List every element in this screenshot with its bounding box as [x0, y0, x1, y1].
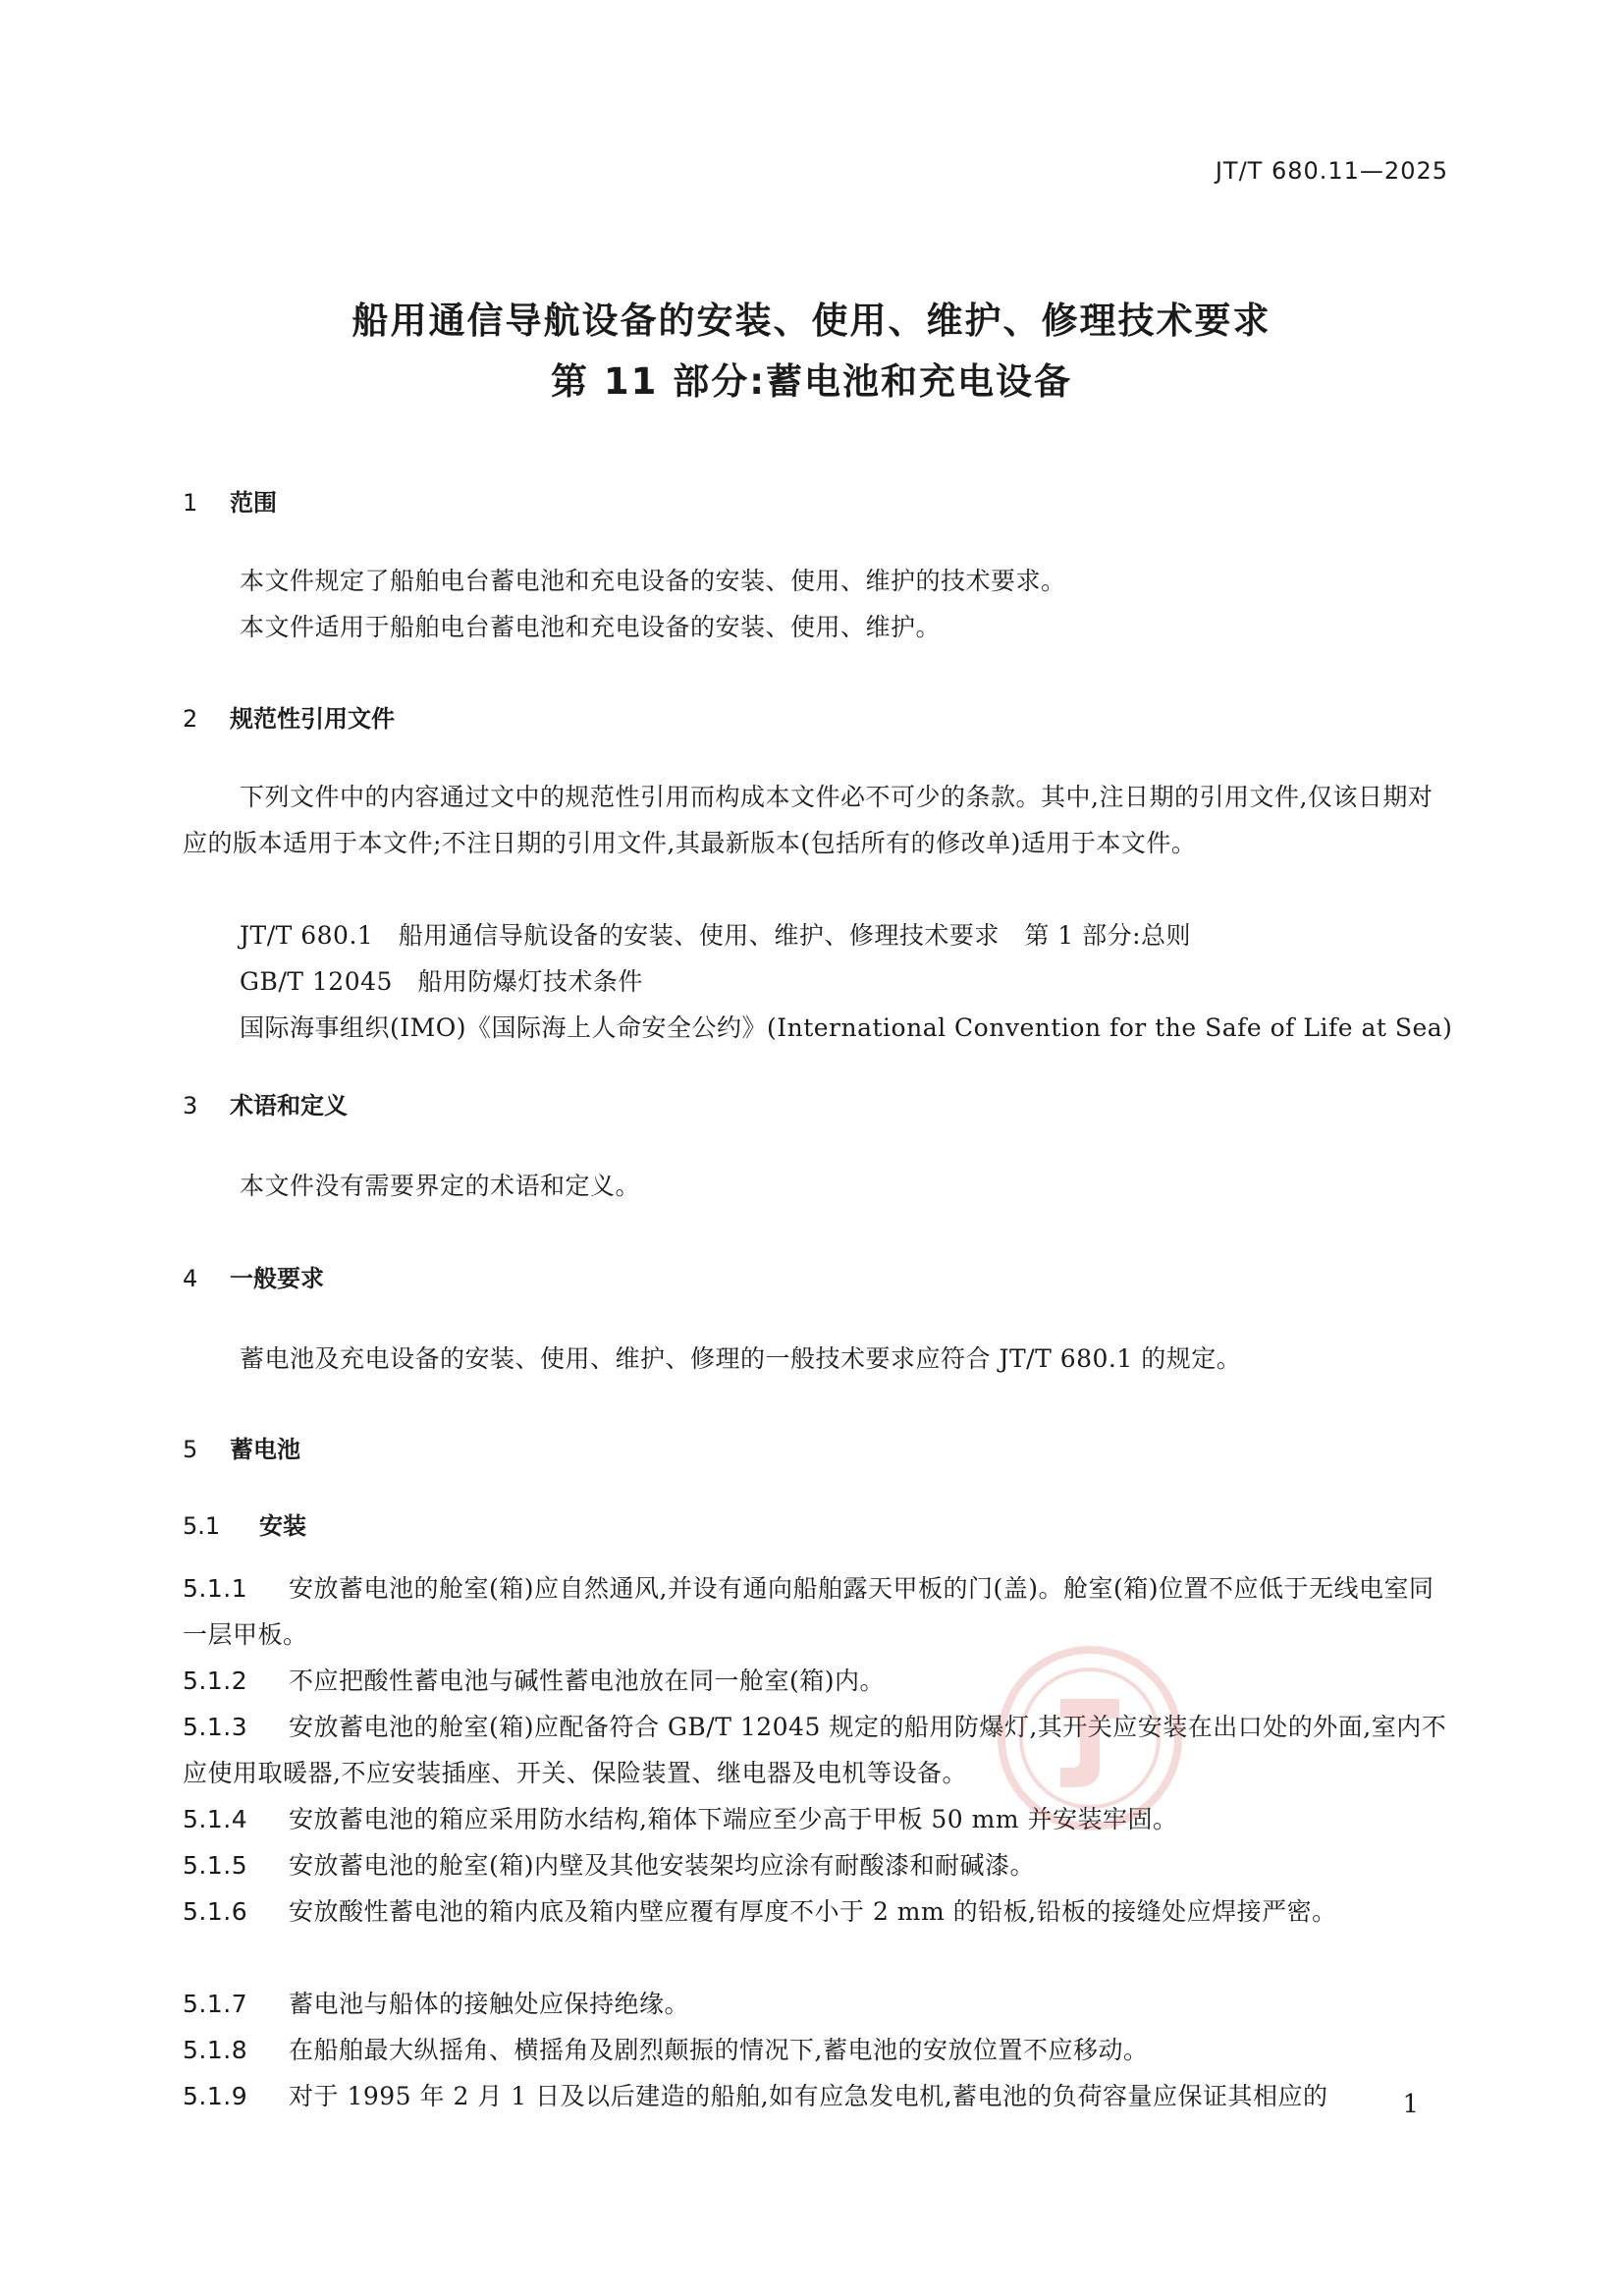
- section-number: 5: [183, 1436, 198, 1463]
- subsection-title: 安装: [259, 1512, 306, 1540]
- clause-text: 不应把酸性蓄电池与碱性蓄电池放在同一舱室(箱)内。: [289, 1667, 886, 1695]
- clause-number: 5.1.5: [183, 1851, 248, 1880]
- section-number: 3: [183, 1092, 198, 1120]
- clause-number: 5.1.2: [183, 1667, 248, 1695]
- section-heading-general-requirements: [183, 1259, 324, 1293]
- clause-number: 5.1.6: [183, 1897, 248, 1926]
- clause-text: 安放酸性蓄电池的箱内底及箱内壁应覆有厚度不小于 2 mm 的铅板,铅板的接缝处应焊接严密。: [289, 1897, 1337, 1926]
- section-heading-scope: [183, 483, 277, 518]
- section-title: 规范性引用文件: [230, 705, 395, 733]
- paragraph: 本文件适用于船舶电台蓄电池和充电设备的安装、使用、维护。: [240, 613, 942, 641]
- clause-5-1-2: [183, 1658, 1449, 1704]
- section-title: 术语和定义: [230, 1092, 348, 1120]
- clause-5-1-7: [183, 1981, 1449, 2027]
- document-title-line2: 第 11 部分:蓄电池和充电设备: [550, 360, 1073, 403]
- subsection-number: 5.1: [183, 1512, 221, 1540]
- section-title: 蓄电池: [230, 1436, 300, 1463]
- reference-item: JT/T 680.1 船用通信导航设备的安装、使用、维护、修理技术要求 第 1 部分:总则: [240, 921, 1192, 950]
- clause-5-1-8: [183, 2027, 1449, 2073]
- paragraph: 本文件没有需要界定的术语和定义。: [240, 1172, 641, 1200]
- clause-text: 对于 1995 年 2 月 1 日及以后建造的船舶,如有应急发电机,蓄电池的负荷容量应保证其相应的: [289, 2082, 1328, 2110]
- section-number: 1: [183, 489, 198, 517]
- clause-5-1-9: [183, 2073, 1449, 2119]
- clause-5-1-5: [183, 1842, 1449, 1888]
- document-title-line1: 船用通信导航设备的安装、使用、维护、修理技术要求: [352, 300, 1271, 342]
- paragraph: 下列文件中的内容通过文中的规范性引用而构成本文件必不可少的条款。其中,注日期的引用文件,仅该日期对应的版本适用于本文件;不注日期的引用文件,其最新版本(包括所有的修改单)适用于本文件。: [183, 783, 1434, 857]
- section-heading-normative-references: [183, 699, 395, 734]
- section-number: 2: [183, 705, 198, 733]
- clause-text: 安放蓄电池的舱室(箱)内壁及其他安装架均应涂有耐酸漆和耐碱漆。: [289, 1851, 1036, 1880]
- subsection-heading-installation: [183, 1506, 306, 1541]
- clause-text: 安放蓄电池的箱应采用防水结构,箱体下端应至少高于甲板 50 mm 并安装牢固。: [289, 1805, 1178, 1833]
- section-heading-battery: [183, 1430, 300, 1464]
- paragraph: 本文件规定了船舶电台蓄电池和充电设备的安装、使用、维护的技术要求。: [240, 567, 1066, 595]
- clause-number: 5.1.4: [183, 1805, 248, 1833]
- reference-item: 国际海事组织(IMO)《国际海上人命安全公约》(International Convention for the Safe of Life at Sea): [240, 1013, 1453, 1042]
- clause-number: 5.1.3: [183, 1713, 248, 1741]
- clause-text: 蓄电池与船体的接触处应保持绝缘。: [289, 1990, 690, 2018]
- clause-text: 安放蓄电池的舱室(箱)应配备符合 GB/T 12045 规定的船用防爆灯,其开关应安装在出口处的外面,室内不应使用取暖器,不应安装插座、开关、保险装置、继电器及电机等设备。: [183, 1713, 1447, 1787]
- reference-item: GB/T 12045 船用防爆灯技术条件: [240, 967, 643, 996]
- section-heading-terms: [183, 1086, 348, 1121]
- clause-number: 5.1.8: [183, 2036, 248, 2064]
- watermark-stamp-icon: [992, 1640, 1188, 1836]
- clause-number: 5.1.9: [183, 2082, 248, 2110]
- clause-5-1-3: [183, 1704, 1449, 1796]
- clause-5-1-4: [183, 1796, 1449, 1842]
- clause-number: 5.1.1: [183, 1574, 248, 1603]
- paragraph: 蓄电池及充电设备的安装、使用、维护、修理的一般技术要求应符合 JT/T 680.1 的规定。: [240, 1344, 1242, 1373]
- section-title: 一般要求: [230, 1265, 324, 1292]
- clause-5-1-1: [183, 1565, 1449, 1658]
- clause-number: 5.1.7: [183, 1990, 248, 2018]
- page-number: 1: [1402, 2090, 1419, 2119]
- standard-code: JT/T 680.11—2025: [1215, 157, 1448, 185]
- section-number: 4: [183, 1265, 198, 1292]
- section-title: 范围: [230, 489, 277, 517]
- clause-text: 在船舶最大纵摇角、横摇角及剧烈颠振的情况下,蓄电池的安放位置不应移动。: [289, 2036, 1149, 2064]
- clause-text: 安放蓄电池的舱室(箱)应自然通风,并设有通向船舶露天甲板的门(盖)。舱室(箱)位置不应低于无线电室同一层甲板。: [183, 1574, 1434, 1649]
- clause-5-1-6: [183, 1888, 1449, 1935]
